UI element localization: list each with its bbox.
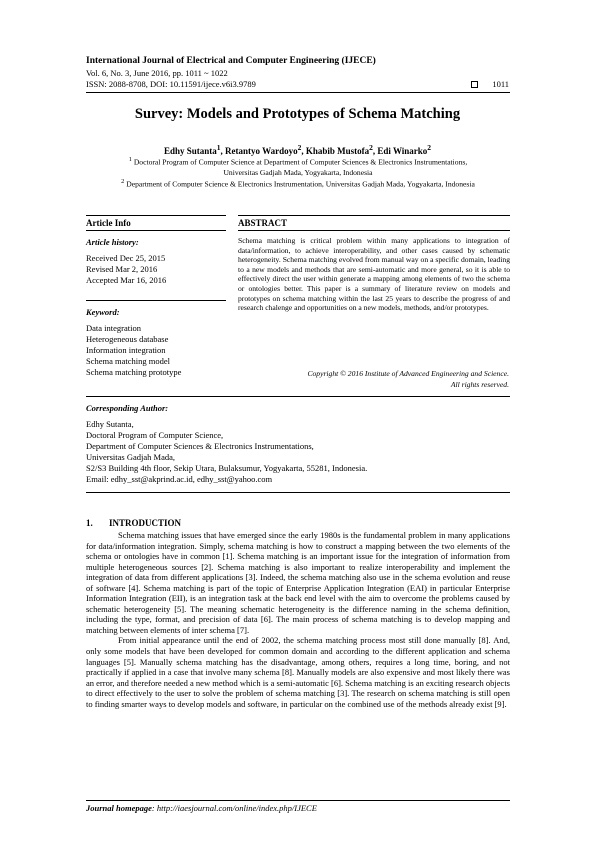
intro-body — [86, 530, 510, 709]
corresponding-rule-bottom — [86, 492, 510, 493]
corresponding-line: Doctoral Program of Computer Science, — [86, 430, 224, 440]
corresponding-label: Corresponding Author: — [86, 403, 169, 413]
corresponding-rule-top — [86, 396, 510, 397]
author-name: Retantyo Wardoyo — [224, 146, 298, 156]
corresponding-line: Email: edhy_sst@akprind.ac.id, edhy_sst@yahoo.com — [86, 474, 273, 484]
article-info-heading: Article Info — [86, 218, 131, 228]
copyright-line2: All rights reserved. — [450, 380, 509, 389]
section-heading — [86, 518, 181, 528]
volume-line: Vol. 6, No. 3, June 2016, pp. 1011 ~ 1022 — [86, 68, 228, 78]
paper-title: Survey: Models and Prototypes of Schema Matching — [134, 106, 461, 122]
received-date: Received Dec 25, 2015 — [86, 253, 166, 263]
homepage-url[interactable]: : http://iaesjournal.com/online/index.php/IJECE — [151, 803, 317, 813]
corresponding-line: Edhy Sutanta, — [86, 419, 134, 429]
copyright-line1: Copyright © 2016 Institute of Advanced Engineering and Science. — [307, 369, 509, 378]
author-name: Edhy Sutanta — [163, 146, 217, 156]
square-icon — [471, 81, 478, 88]
affiliation-2 — [86, 177, 510, 190]
abstract-text: Schema matching is critical problem within many applications to integration of data/information, to achieve interoperability, and other cases caused by schematic heterogeneity. Schema matching evolved from manual way on a specific domain, leading to a new models and methods that are semi-automatic and more general, so it is able to effectively direct the user within generate a mapping among elements of two the schema or ontologies better. This paper is a summary of literature review on models and prototypes on schema matching within the last 25 years to describe the progress of and research chalenge and opportunities on a new models, methods, and/or prototypes. — [238, 236, 510, 313]
keyword-item: Data integration — [86, 323, 141, 333]
section-number: 1. — [86, 518, 93, 528]
corresponding-details — [86, 419, 367, 485]
copyright-notice — [307, 368, 509, 390]
article-info-rule-bottom — [86, 230, 226, 231]
keyword-item: Heterogeneous database — [86, 334, 169, 344]
aff-sup: 2 — [121, 178, 125, 185]
journal-homepage — [86, 803, 317, 813]
author-name: Khabib Mustofa — [305, 146, 370, 156]
corresponding-line: S2/S3 Building 4th floor, Sekip Utara, Bulaksumur, Yogyakarta, 55281, Indonesia. — [86, 463, 368, 473]
revised-date: Revised Mar 2, 2016 — [86, 264, 158, 274]
history-dates — [86, 253, 166, 286]
corresponding-line: Universitas Gadjah Mada, — [86, 452, 175, 462]
abstract-heading: ABSTRACT — [238, 218, 288, 228]
homepage-label: Journal homepage — [86, 803, 152, 813]
keyword-label: Keyword: — [86, 307, 120, 317]
keyword-rule — [86, 300, 226, 301]
issn-line: ISSN: 2088-8708, DOI: 10.11591/ijece.v6i3.9789 — [86, 79, 256, 89]
page-number-block — [471, 79, 509, 89]
page-number: 1011 — [492, 79, 509, 89]
footer-rule — [86, 800, 510, 801]
abstract-rule-bottom — [238, 230, 510, 231]
aff2-line1: Department of Computer Science & Electronics Instrumentation, Universitas Gadjah Mada, Yogyakarta, Indonesia — [126, 179, 475, 189]
author-sup: 2 — [297, 143, 302, 152]
aff1-line2: Universitas Gadjah Mada, Yogyakarta, Indonesia — [223, 167, 373, 177]
author-sup: 2 — [427, 143, 432, 152]
accepted-date: Accepted Mar 16, 2016 — [86, 275, 167, 285]
keyword-list — [86, 323, 181, 378]
keyword-item: Information integration — [86, 345, 166, 355]
affiliation-1 — [86, 155, 510, 178]
article-info-rule-top — [86, 215, 226, 216]
journal-name: International Journal of Electrical and Computer Engineering (IJECE) — [86, 56, 376, 66]
header-rule — [86, 92, 510, 93]
aff-sup: 1 — [128, 156, 132, 163]
intro-paragraph-2: From initial appearance until the end of 2002, the schema matching process most still done manually [8]. And, only some models that have been developed for common domain and according to the different application and schema languages [5]. Manually schema matching has the disadvantage, among others, requires a long time, boring, and not practically if applied in a case that involve many schema [8]. Manually models are also expensive and most likely there was an error, and therefore needed a new method which is a semi-automatic [6]. Schema matching is an exciting research objects to direct effectively to the user to solve the problem of schema matching [3]. The research on schema matching is still open to finding smarter ways to develop models and software, in particular on the combined use of the methods already exist [9]. — [86, 635, 510, 709]
abstract-rule-top — [238, 215, 510, 216]
history-label: Article history: — [86, 237, 139, 247]
author-name: Edi Winarko — [377, 146, 428, 156]
aff1-line1: Doctoral Program of Computer Science at Department of Computer Sciences & Electronics Instrumentations, — [133, 157, 468, 167]
intro-paragraph-1: Schema matching issues that have emerged since the early 1980s is the fundamental problem in many applications for data/information integration. Simply, schema matching is how to construct a mapping between the two elements of the schema or ontologies have in common [1]. Schema matching is an important issue for the integration of information from multiple heterogeneous sources [2]. Schema matching is also important to realize interoperability and implement the integration of data from different applications [3]. Indeed, the schema matching also use in the schema evolution and reuse of software [4]. Schema matching is part of the topic of Enterprise Application Integration (EAI) in particular Enterprise Information Integration (EII), is an integration task at the back end level with the aim to overcome the problems caused by schematic heterogeneity [5]. The meaning schematic heterogeneity is the difference naming in the schema definition, including the type, format, and precision of data [6]. The main process of schema matching is to develop mapping and matching between elements of inter schema [7]. — [86, 530, 510, 635]
author-sup: 2 — [369, 143, 373, 152]
section-title: INTRODUCTION — [109, 518, 182, 528]
keyword-item: Schema matching model — [86, 356, 171, 366]
author-list: Edhy Sutanta$^1$, Retantyo Wardoyo$^2$, Khabib Mustofa$^2$, Edi Winarko$^2$ — [163, 143, 432, 156]
corresponding-line: Department of Computer Sciences & Electronics Instrumentations, — [86, 441, 314, 451]
keyword-item: Schema matching prototype — [86, 367, 182, 377]
author-sup: 1 — [216, 143, 221, 152]
